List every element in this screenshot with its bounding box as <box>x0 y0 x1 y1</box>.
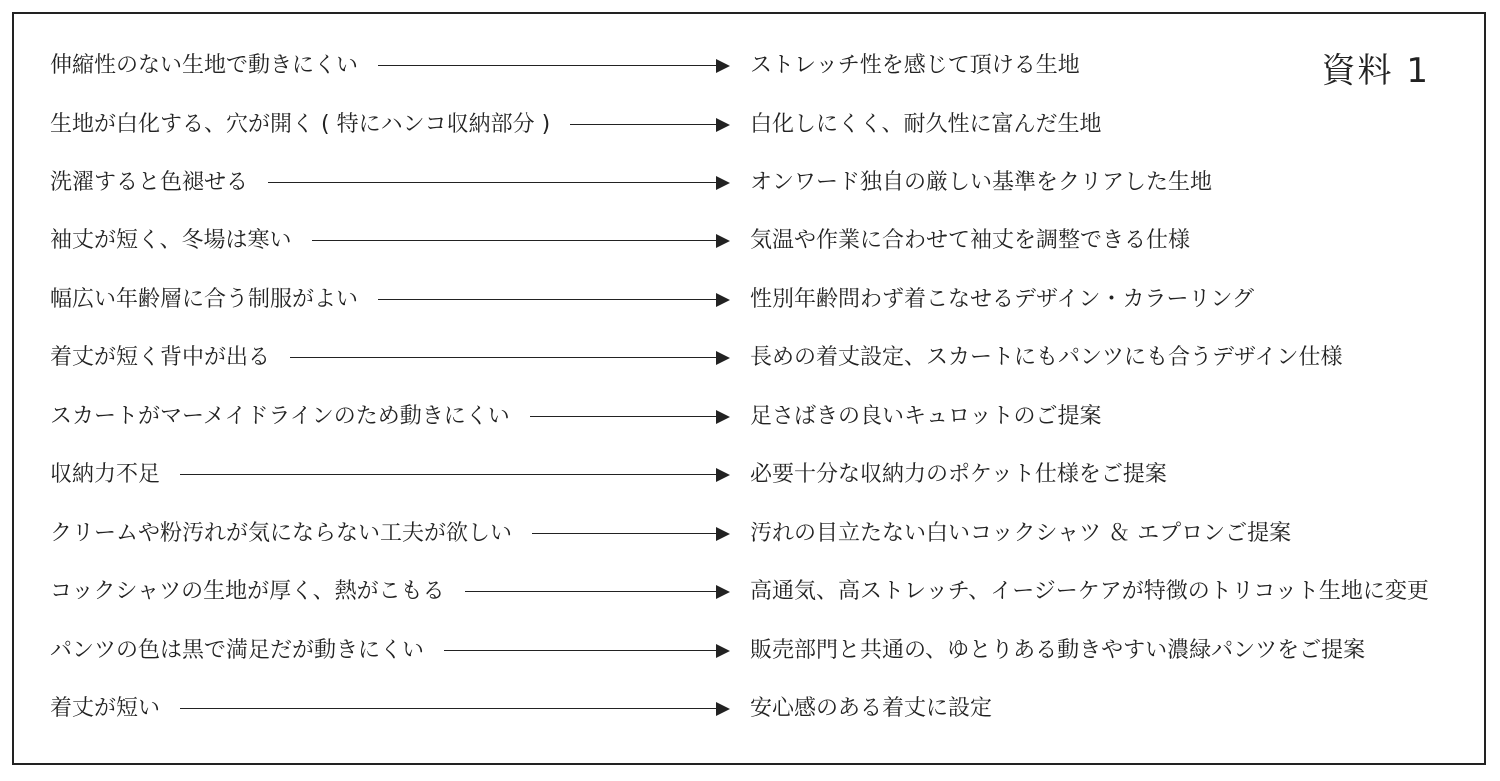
arrow-line <box>290 357 718 358</box>
list-item <box>14 165 1484 201</box>
document-frame <box>12 12 1486 765</box>
solution-text: 性別年齢問わず着こなせるデザイン・カラーリング <box>750 287 1255 312</box>
document-label: 資料 1 <box>1321 51 1430 91</box>
solution-text: 汚れの目立たない白いコックシャツ ＆ エプロンご提案 <box>750 521 1292 546</box>
problem-text: 伸縮性のない生地で動きにくい <box>50 53 359 78</box>
solution-text: 足さばきの良いキュロットのご提案 <box>750 404 1102 429</box>
list-item <box>14 399 1484 435</box>
arrow-right-icon <box>716 176 730 190</box>
problem-text: スカートがマーメイドラインのため動きにくい <box>50 404 510 429</box>
arrow-right-icon <box>716 118 730 132</box>
solution-text: 必要十分な収納力のポケット仕様をご提案 <box>750 462 1167 487</box>
list-item <box>14 574 1484 610</box>
problem-text: 収納力不足 <box>50 462 161 487</box>
solution-text: 安心感のある着丈に設定 <box>750 696 993 721</box>
problem-text: パンツの色は黒で満足だが動きにくい <box>50 638 425 663</box>
list-item <box>14 223 1484 259</box>
problem-text: 洗濯すると色褪せる <box>50 170 249 195</box>
arrow-right-icon <box>716 410 730 424</box>
solution-text: 販売部門と共通の、ゆとりある動きやすい濃緑パンツをご提案 <box>750 638 1366 663</box>
list-item <box>14 691 1484 727</box>
list-item <box>14 457 1484 493</box>
solution-text: 長めの着丈設定、スカートにもパンツにも合うデザイン仕様 <box>750 345 1343 370</box>
problem-text: 袖丈が短く、冬場は寒い <box>50 228 292 253</box>
list-item <box>14 107 1484 143</box>
arrow-right-icon <box>716 59 730 73</box>
problem-text: 着丈が短い <box>50 696 161 721</box>
arrow-line <box>570 124 718 125</box>
problem-text: コックシャツの生地が厚く、熱がこもる <box>50 579 445 604</box>
list-item <box>14 633 1484 669</box>
problem-text: 幅広い年齢層に合う制服がよい <box>50 287 359 312</box>
arrow-line <box>378 299 718 300</box>
arrow-line <box>268 182 718 183</box>
problem-text: 着丈が短く背中が出る <box>50 345 271 370</box>
solution-text: 気温や作業に合わせて袖丈を調整できる仕様 <box>750 228 1191 253</box>
arrow-right-icon <box>716 644 730 658</box>
arrow-line <box>532 533 718 534</box>
list-item <box>14 48 1484 84</box>
list-item <box>14 340 1484 376</box>
arrow-line <box>465 591 718 592</box>
arrow-line <box>180 708 718 709</box>
list-item <box>14 516 1484 552</box>
arrow-right-icon <box>716 293 730 307</box>
arrow-line <box>180 474 718 475</box>
problem-text: 生地が白化する、穴が開く ( 特にハンコ収納部分 ) <box>50 112 551 137</box>
arrow-right-icon <box>716 527 730 541</box>
solution-text: 白化しにくく、耐久性に富んだ生地 <box>750 112 1102 137</box>
arrow-line <box>378 65 718 66</box>
problem-text: クリームや粉汚れが気にならない工夫が欲しい <box>50 521 513 546</box>
solution-text: オンワード独自の厳しい基準をクリアした生地 <box>750 170 1213 195</box>
arrow-line <box>312 240 718 241</box>
solution-text: ストレッチ性を感じて頂ける生地 <box>750 53 1080 78</box>
arrow-right-icon <box>716 234 730 248</box>
arrow-right-icon <box>716 585 730 599</box>
arrow-right-icon <box>716 468 730 482</box>
arrow-line <box>530 416 718 417</box>
arrow-right-icon <box>716 351 730 365</box>
solution-text: 高通気、高ストレッチ、イージーケアが特徴のトリコット生地に変更 <box>750 579 1429 604</box>
list-item <box>14 282 1484 318</box>
arrow-right-icon <box>716 702 730 716</box>
arrow-line <box>444 650 718 651</box>
